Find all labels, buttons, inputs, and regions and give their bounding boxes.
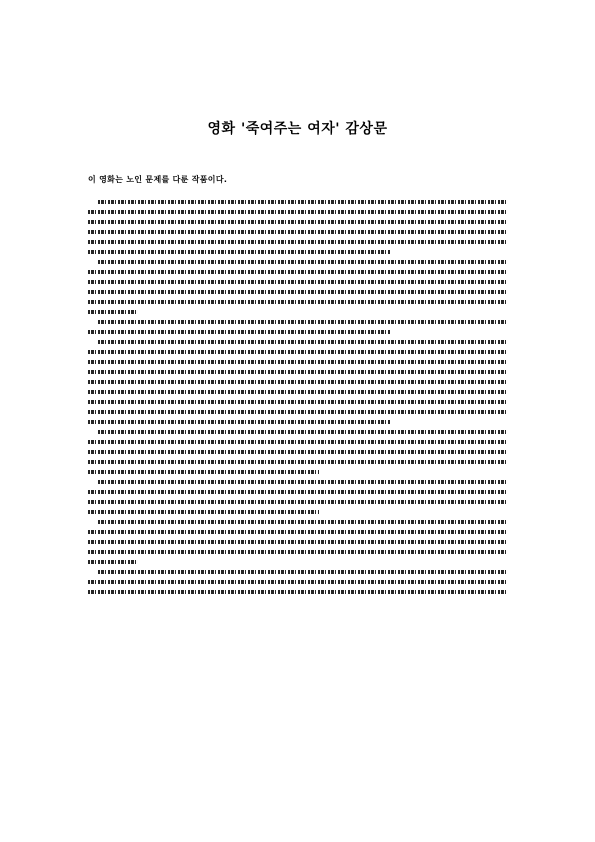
text-line	[88, 220, 508, 224]
text-line	[88, 460, 508, 464]
text-line	[98, 200, 508, 204]
text-line	[88, 450, 508, 454]
paragraph	[88, 340, 508, 424]
text-line	[88, 470, 319, 474]
text-line	[88, 590, 508, 594]
text-line	[98, 570, 508, 574]
paragraph	[88, 320, 508, 334]
text-line	[98, 430, 508, 434]
text-line	[88, 420, 390, 424]
text-line	[88, 210, 508, 214]
text-line	[88, 530, 508, 534]
text-line	[88, 270, 508, 274]
document-body	[88, 200, 508, 600]
paragraph	[88, 570, 508, 594]
text-line	[88, 300, 508, 304]
paragraph	[88, 200, 508, 254]
text-line	[88, 550, 508, 554]
text-line	[88, 370, 508, 374]
text-line	[88, 560, 138, 564]
text-line	[98, 480, 508, 484]
text-line	[88, 500, 508, 504]
text-line	[88, 240, 508, 244]
text-line	[88, 580, 508, 584]
text-line	[88, 310, 138, 314]
text-line	[88, 350, 508, 354]
text-line	[88, 360, 508, 364]
text-line	[88, 410, 508, 414]
document-title: 영화 '죽여주는 여자' 감상문	[207, 121, 388, 137]
text-line	[88, 540, 508, 544]
text-line	[98, 320, 508, 324]
text-line	[88, 400, 508, 404]
text-line	[88, 440, 508, 444]
paragraph	[88, 520, 508, 564]
paragraph	[88, 480, 508, 514]
text-line	[98, 260, 508, 264]
text-line	[88, 380, 508, 384]
text-line	[88, 390, 508, 394]
paragraph	[88, 430, 508, 474]
paragraph	[88, 260, 508, 314]
text-line	[88, 290, 508, 294]
text-line	[88, 330, 390, 334]
text-line	[88, 230, 508, 234]
text-line	[88, 250, 390, 254]
document-heading: 이 영화는 노인 문제를 다룬 작품이다.	[88, 175, 228, 184]
text-line	[98, 340, 508, 344]
text-line	[98, 520, 508, 524]
text-line	[88, 510, 319, 514]
text-line	[88, 280, 508, 284]
text-line	[88, 490, 508, 494]
